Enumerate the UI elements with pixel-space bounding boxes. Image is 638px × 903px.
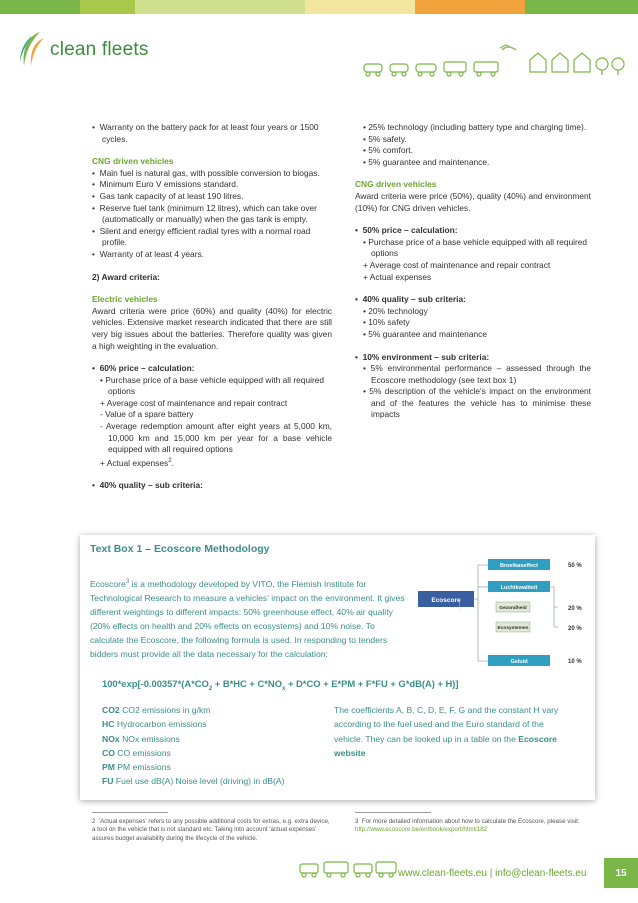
- bar-segment: [305, 0, 415, 14]
- ev-heading: Electric vehicles: [92, 294, 158, 305]
- ecoscore-tree-diagram: [408, 557, 588, 673]
- list-item: • 10% safety: [363, 317, 410, 328]
- list-item: • 5% guarantee and maintenance: [363, 328, 487, 339]
- swoosh-logo-icon: [18, 30, 46, 70]
- legend-item: CO CO emissions: [102, 747, 171, 758]
- footnote-rule: [355, 812, 431, 813]
- list-item: • Minimum Euro V emissions standard.: [92, 179, 239, 190]
- footnote-rule: [92, 812, 168, 813]
- percent-label: 20 %: [568, 606, 582, 612]
- clean-fleets-logo[interactable]: [18, 30, 149, 70]
- quality-heading: • 40% quality – sub criteria:: [92, 480, 203, 491]
- node-label: Gezondheid: [499, 606, 527, 611]
- cng-award-paragraph: Award criteria were price (50%), quality (40%) and environment (10%) for CNG driven vehicles.: [355, 190, 591, 213]
- list-item: • Purchase price of a base vehicle equipped with all required options: [363, 236, 588, 259]
- bar-segment: [80, 0, 135, 14]
- list-item: • 5% comfort.: [363, 145, 413, 156]
- list-item: • 5% guarantee and maintenance.: [363, 156, 490, 167]
- quality-heading: • 40% quality – sub criteria:: [355, 294, 466, 305]
- text-box-body: Ecoscore$^3$ is a methodology developed by VITO, the Flemish Institute for Technological Research to measure a vehicles' impact on the environment. It gives different weightings to different impacts: 50% greenhouse effect, 40% air quality (20% effects on health and 20% effects on ecosystems) and 10% noise. To calculate the Ecoscore, the following formula is used. In responding to tenders bidders must provide all the data necessary for the calculation:: [90, 578, 405, 659]
- list-item: • Purchase price of a base vehicle equipped with all required options: [100, 374, 325, 397]
- top-color-bar: [0, 0, 638, 14]
- bar-segment: [415, 0, 525, 14]
- right-column: [355, 122, 591, 421]
- footnote-2: 2 'Actual expenses' refers to any possible additional costs for extras, e.g. extra device, a tool on the vehicle that is not standard etc. Taking into account 'actual expenses' assures budget availability during the lifecycle of the vehicle.: [92, 818, 330, 842]
- list-item: • Gas tank capacity of at least 190 litres.: [92, 190, 244, 201]
- node-label: Ecosystemen: [497, 626, 529, 631]
- legend-item: HC Hydrocarbon emissions: [102, 719, 207, 730]
- node-label: Broeikaseffect: [500, 563, 538, 569]
- list-item: + Actual expenses: [363, 271, 432, 282]
- brand-name: clean fleets: [50, 39, 149, 60]
- price-heading: • 60% price – calculation:: [92, 363, 195, 374]
- footer-vehicle-icons: [298, 856, 398, 882]
- list-item: • 5% environmental performance – assessed through the Ecoscore methodology (see text box 1): [363, 363, 591, 385]
- list-item: - Average redemption amount after eight years at 5,000 km, 10,000 km and 15,000 km per year for a base vehicle equipped with all required options: [100, 421, 332, 455]
- list-item: + Average cost of maintenance and repair contract: [100, 397, 288, 408]
- bar-segment: [135, 0, 305, 14]
- ecoscore-formula: $100*\exp[-0.00357*(A*CO_2 + B*HC + C*NO_x + D*CO + E*PM + F*FU + G*dB(A) + H)]$: [102, 678, 459, 692]
- cng-heading: CNG driven vehicles: [92, 156, 174, 167]
- list-item: + Average cost of maintenance and repair contract: [363, 259, 551, 270]
- percent-label: 50 %: [568, 563, 582, 569]
- ecoscore-node-label: Ecoscore: [431, 597, 461, 604]
- legend-item: PM PM emissions: [102, 762, 171, 773]
- bar-segment: [0, 0, 80, 14]
- list-item: • 5% description of the vehicle's impact on the environment and of the features the vehicle has to minimise these impacts: [363, 386, 591, 420]
- list-item: • Silent and energy efficient radial tyres with a normal road profile.: [92, 225, 311, 248]
- bar-segment: [525, 0, 638, 14]
- price-heading: • 50% price – calculation:: [355, 225, 458, 236]
- list-item: • Main fuel is natural gas, with possible conversion to biogas.: [92, 167, 320, 178]
- percent-label: 10 %: [568, 659, 582, 665]
- list-item: • 25% technology (including battery type and charging time).: [363, 122, 587, 132]
- list-item: • Warranty of at least 4 years.: [92, 248, 205, 259]
- list-item: • Reserve fuel tank (minimum 12 litres), which can take over (automatically or manually) when the gas tank is empty.: [92, 202, 317, 225]
- formula-legend: [102, 703, 284, 789]
- ev-paragraph: Award criteria were price (60%) and quality (40%) for electric vehicles. Extensive market research indicated that there are still very big issues about the batteries. Therefore quality was given a high weighting in the evaluation.: [92, 305, 332, 351]
- ecoscore-text-box: [80, 535, 595, 800]
- footer-website-link[interactable]: www.clean-fleets.eu | info@clean-fleets.eu: [398, 868, 587, 879]
- list-item: • Warranty on the battery pack for at least four years or 1500 cycles.: [92, 122, 319, 144]
- percent-label: 20 %: [568, 626, 582, 632]
- text-box-title: Text Box 1 – Ecoscore Methodology: [90, 543, 270, 555]
- page-number: 15: [604, 858, 638, 888]
- list-item: • 20% technology: [363, 305, 428, 316]
- award-heading: 2) Award criteria:: [92, 271, 160, 282]
- footnote-3: 3 For more detailed information about how to calculate the Ecoscore, please visit: http://www.ecoscore.be/en/book/export/html/182: [355, 818, 580, 834]
- vehicle-icons-decoration: [360, 44, 625, 82]
- environment-heading: • 10% environment – sub criteria:: [355, 351, 490, 362]
- legend-item: NOx NOx emissions: [102, 733, 180, 744]
- list-item: • 5% safety.: [363, 133, 407, 144]
- node-label: Luchtkwaliteit: [500, 585, 538, 591]
- ecoscore-website-link[interactable]: Ecoscore website: [334, 733, 557, 758]
- list-item: - Value of a spare battery: [100, 409, 194, 420]
- cng-award-heading: CNG driven vehicles: [355, 179, 437, 190]
- list-item: + Actual expenses$^2$.: [100, 457, 174, 468]
- ecoscore-url-link[interactable]: http://www.ecoscore.be/en/book/export/html/182: [355, 826, 488, 834]
- legend-item: CO2 CO2 emissions in g/km: [102, 705, 211, 715]
- node-label: Geluid: [510, 659, 528, 665]
- legend-item: FU Fuel use dB(A) Noise level (driving) in dB(A): [102, 776, 285, 787]
- left-column: [92, 122, 332, 492]
- coefficients-note: The coefficients A, B, C, D, E, F, G and the constant H vary according to the fuel used and the Euro standard of the vehicle. They can be looked up in a table on the Ecoscore website: [334, 705, 559, 758]
